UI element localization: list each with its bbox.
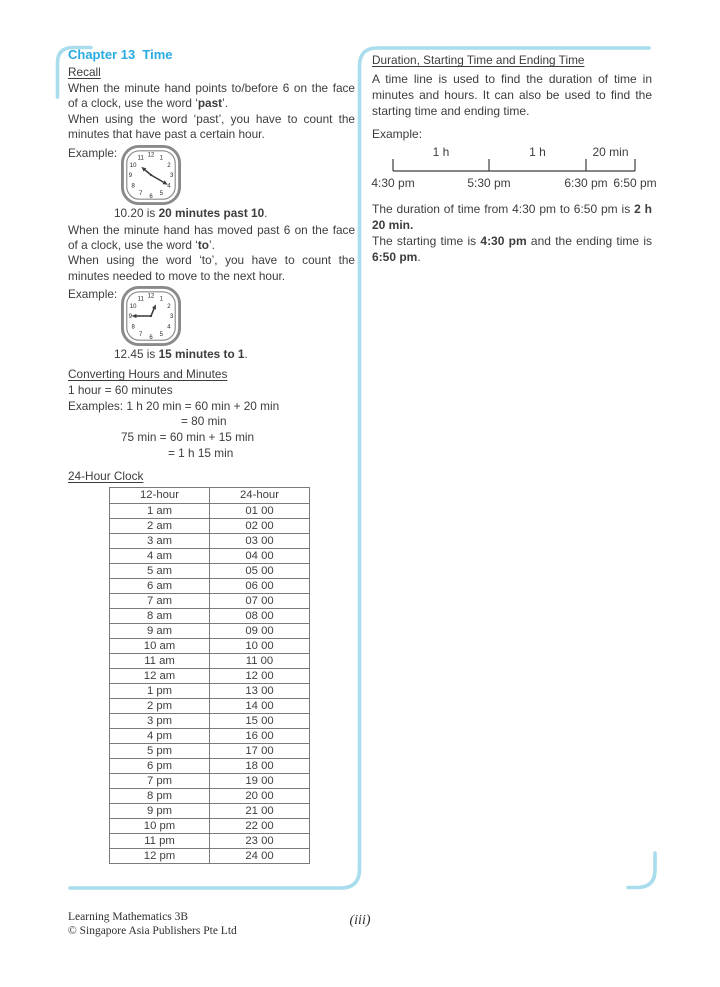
table-row bbox=[110, 624, 310, 639]
table-heading: 24-Hour Clock bbox=[68, 469, 144, 484]
table-row bbox=[110, 834, 310, 849]
svg-text:2: 2 bbox=[167, 162, 171, 169]
paragraph-start-end-result bbox=[372, 233, 652, 265]
table-cell: 13 00 bbox=[210, 684, 310, 699]
table-cell: 12 00 bbox=[210, 669, 310, 684]
table-cell: 15 00 bbox=[210, 714, 310, 729]
svg-text:9: 9 bbox=[128, 172, 133, 179]
table-cell: 3 pm bbox=[110, 714, 210, 729]
svg-text:10: 10 bbox=[129, 304, 137, 311]
table-cell: 9 am bbox=[110, 624, 210, 639]
table-cell: 10 00 bbox=[210, 639, 310, 654]
table-row bbox=[110, 714, 310, 729]
example-clock-1 bbox=[68, 146, 355, 206]
svg-text:8: 8 bbox=[131, 183, 135, 190]
svg-text:6: 6 bbox=[149, 335, 153, 342]
svg-text:7: 7 bbox=[139, 332, 143, 339]
table-cell: 1 am bbox=[110, 504, 210, 519]
paragraph-past-count: When using the word ‘past’, you have to count the minutes that have past a certain hour. bbox=[68, 111, 355, 142]
paragraph-timeline-intro: A time line is used to find the duration of time in minutes and hours. It can also be used to find the starting time and ending time. bbox=[372, 72, 652, 119]
bottom-right-corner-bracket bbox=[628, 853, 655, 888]
table-cell: 10 am bbox=[110, 639, 210, 654]
table-cell: 01 00 bbox=[210, 504, 310, 519]
table-row bbox=[110, 534, 310, 549]
table-cell: 3 am bbox=[110, 534, 210, 549]
clock-illustration-12-45 bbox=[120, 285, 182, 347]
table-row bbox=[110, 744, 310, 759]
table-row bbox=[110, 819, 310, 834]
text-run: . bbox=[417, 250, 421, 265]
table-row bbox=[110, 609, 310, 624]
table-cell: 02 00 bbox=[210, 519, 310, 534]
recall-heading: Recall bbox=[68, 65, 101, 79]
table-row bbox=[110, 774, 310, 789]
left-column bbox=[68, 47, 355, 864]
timeline-time-label: 6:50 pm bbox=[613, 175, 657, 190]
table-cell: 6 am bbox=[110, 579, 210, 594]
table-cell: 23 00 bbox=[210, 834, 310, 849]
table-cell: 11 am bbox=[110, 654, 210, 669]
conversion-line: 75 min = 60 min + 15 min bbox=[121, 430, 255, 445]
svg-text:2: 2 bbox=[167, 304, 171, 311]
table-row bbox=[110, 504, 310, 519]
table-cell: 04 00 bbox=[210, 549, 310, 564]
table-row bbox=[110, 579, 310, 594]
svg-text:9: 9 bbox=[128, 314, 133, 321]
svg-text:5: 5 bbox=[159, 332, 164, 339]
timeline-time-label: 6:30 pm bbox=[564, 175, 608, 190]
table-cell: 18 00 bbox=[210, 759, 310, 774]
table-cell: 19 00 bbox=[210, 774, 310, 789]
paragraph-to-rule bbox=[68, 223, 355, 254]
table-cell: 2 am bbox=[110, 519, 210, 534]
table-cell: 05 00 bbox=[210, 564, 310, 579]
right-column bbox=[371, 53, 657, 266]
svg-text:6: 6 bbox=[149, 193, 153, 200]
text-run: The starting time is bbox=[372, 234, 481, 249]
paragraph-to-count: When using the word ‘to’, you have to count the minutes needed to move to the next hour. bbox=[68, 253, 355, 283]
table-cell: 8 am bbox=[110, 609, 210, 624]
conversion-line: 1 hour = 60 minutes bbox=[68, 383, 173, 398]
table-row bbox=[110, 564, 310, 579]
table-row bbox=[110, 684, 310, 699]
conversion-line: = 1 h 15 min bbox=[168, 445, 234, 460]
table-cell: 09 00 bbox=[210, 624, 310, 639]
page-number: (iii) bbox=[349, 913, 371, 928]
text-run-bold: past bbox=[197, 96, 223, 111]
text-run: . bbox=[264, 205, 268, 220]
table-row bbox=[110, 759, 310, 774]
table-cell: 16 00 bbox=[210, 729, 310, 744]
table-cell: 5 pm bbox=[110, 744, 210, 759]
svg-text:4: 4 bbox=[167, 324, 171, 331]
clock-caption-1 bbox=[114, 206, 355, 220]
table-row bbox=[110, 849, 310, 864]
table-cell: 06 00 bbox=[210, 579, 310, 594]
table-cell: 7 pm bbox=[110, 774, 210, 789]
timeline-svg bbox=[371, 144, 657, 192]
table-cell: 24 00 bbox=[210, 849, 310, 864]
text-run: ’. bbox=[208, 238, 215, 253]
table-row bbox=[110, 654, 310, 669]
table-cell: 1 pm bbox=[110, 684, 210, 699]
text-run-bold: 6:50 pm bbox=[372, 250, 418, 265]
text-run-bold: 4:30 pm bbox=[480, 234, 527, 249]
table-row bbox=[110, 549, 310, 564]
table-cell: 4 pm bbox=[110, 729, 210, 744]
table-row bbox=[110, 669, 310, 684]
table-row bbox=[110, 594, 310, 609]
table-row bbox=[110, 639, 310, 654]
paragraph-past-rule bbox=[68, 81, 355, 112]
table-cell: 8 pm bbox=[110, 789, 210, 804]
clock-table-body bbox=[110, 504, 310, 864]
table-row bbox=[110, 699, 310, 714]
table-cell: 20 00 bbox=[210, 789, 310, 804]
table-cell: 03 00 bbox=[210, 534, 310, 549]
timeline-diagram bbox=[371, 144, 657, 197]
clock-illustration-10-20 bbox=[120, 144, 182, 206]
svg-text:8: 8 bbox=[131, 324, 135, 331]
timeline-segment-label: 1 h bbox=[529, 144, 546, 159]
table-cell: 14 00 bbox=[210, 699, 310, 714]
converting-heading: Converting Hours and Minutes bbox=[68, 367, 228, 382]
example-clock-2 bbox=[68, 287, 355, 347]
table-cell: 22 00 bbox=[210, 819, 310, 834]
text-run: and the ending time is bbox=[526, 234, 653, 249]
svg-text:3: 3 bbox=[170, 172, 174, 179]
table-row bbox=[110, 519, 310, 534]
paragraph-duration-result bbox=[372, 201, 652, 233]
text-run-bold: 2 h 20 min. bbox=[372, 201, 652, 233]
svg-text:5: 5 bbox=[159, 190, 164, 197]
table-cell: 07 00 bbox=[210, 594, 310, 609]
svg-text:3: 3 bbox=[170, 314, 174, 321]
text-run-bold: 15 minutes to 1 bbox=[158, 347, 245, 362]
svg-text:12: 12 bbox=[147, 293, 155, 300]
example-label: Example: bbox=[68, 145, 118, 160]
table-cell: 08 00 bbox=[210, 609, 310, 624]
table-row bbox=[110, 804, 310, 819]
table-cell: 11 00 bbox=[210, 654, 310, 669]
svg-text:12: 12 bbox=[147, 152, 155, 159]
clock-caption-2 bbox=[114, 347, 355, 361]
clock-conversion-table bbox=[109, 487, 310, 864]
svg-text:7: 7 bbox=[139, 190, 143, 197]
table-cell: 11 pm bbox=[110, 834, 210, 849]
footer-book-title: Learning Mathematics 3B bbox=[68, 911, 189, 923]
table-cell: 12 am bbox=[110, 669, 210, 684]
table-header-cell: 24-hour bbox=[210, 488, 310, 504]
svg-text:1: 1 bbox=[159, 154, 164, 161]
table-row bbox=[110, 789, 310, 804]
chapter-title: Chapter 13 Time bbox=[68, 47, 173, 62]
table-cell: 17 00 bbox=[210, 744, 310, 759]
svg-text:11: 11 bbox=[137, 154, 144, 161]
svg-text:10: 10 bbox=[129, 162, 137, 169]
table-header-cell: 12-hour bbox=[110, 488, 210, 504]
text-run-bold: 20 minutes past 10 bbox=[158, 205, 265, 220]
text-run-bold: to bbox=[197, 238, 209, 253]
text-run: . bbox=[244, 347, 248, 362]
text-run: When the minute hand points to/before 6 on the face of a clock, use the word ‘ bbox=[68, 81, 355, 111]
timeline-segment-label: 20 min bbox=[592, 144, 629, 159]
table-cell: 9 pm bbox=[110, 804, 210, 819]
svg-text:1: 1 bbox=[159, 296, 164, 303]
table-cell: 10 pm bbox=[110, 819, 210, 834]
text-run: The duration of time from 4:30 pm to 6:50 pm is bbox=[372, 201, 635, 216]
svg-text:11: 11 bbox=[137, 296, 144, 303]
timeline-segment-label: 1 h bbox=[432, 144, 450, 159]
table-cell: 2 pm bbox=[110, 699, 210, 714]
table-cell: 12 pm bbox=[110, 849, 210, 864]
table-cell: 6 pm bbox=[110, 759, 210, 774]
table-cell: 5 am bbox=[110, 564, 210, 579]
text-run: 12.45 is bbox=[114, 347, 159, 362]
timeline-time-label: 5:30 pm bbox=[467, 175, 511, 190]
table-cell: 7 am bbox=[110, 594, 210, 609]
duration-heading: Duration, Starting Time and Ending Time bbox=[372, 53, 585, 67]
footer-publisher: © Singapore Asia Publishers Pte Ltd bbox=[68, 924, 237, 937]
conversion-line: = 80 min bbox=[181, 414, 227, 429]
timeline-time-label: 4:30 pm bbox=[371, 175, 415, 190]
text-run: 10.20 is bbox=[114, 205, 159, 220]
table-header-row bbox=[110, 488, 310, 504]
table-row bbox=[110, 729, 310, 744]
table-cell: 4 am bbox=[110, 549, 210, 564]
example-label: Example: bbox=[372, 126, 423, 141]
example-label: Example: bbox=[68, 287, 118, 302]
text-run: ’. bbox=[222, 96, 229, 111]
conversion-line: Examples: 1 h 20 min = 60 min + 20 min bbox=[68, 398, 280, 413]
table-cell: 21 00 bbox=[210, 804, 310, 819]
svg-text:4: 4 bbox=[167, 183, 171, 190]
text-run: When the minute hand has moved past 6 on the face of a clock, use the word ‘ bbox=[68, 222, 355, 253]
